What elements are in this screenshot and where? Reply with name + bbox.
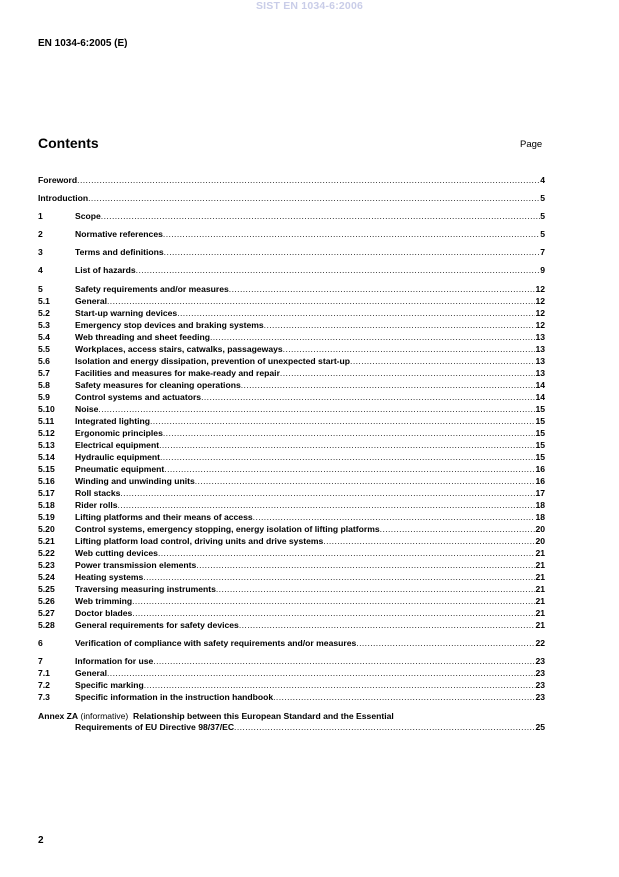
toc-entry-page: 17 [535,488,545,498]
annex-entry-line1[interactable] [38,711,394,722]
toc-entry-page: 18 [535,512,545,522]
toc-entry[interactable] [38,308,545,319]
toc-entry-number: 5.4 [38,332,50,342]
toc-entry-page: 15 [535,404,545,414]
toc-entry[interactable] [38,536,545,547]
toc-entry-title: Foreword [38,175,78,185]
toc-entry[interactable] [38,284,545,295]
toc-entry-number: 5.5 [38,344,50,354]
dot-leader [163,428,536,439]
toc-entry[interactable] [38,452,545,463]
dot-leader [107,296,535,307]
dot-leader [164,247,541,258]
toc-entry[interactable] [38,524,545,535]
toc-entry-title: Isolation and energy dissipation, prevention of unexpected start-up [75,356,351,366]
dot-leader [136,265,541,276]
toc-entry-page: 15 [535,440,545,450]
toc-entry-number: 5.9 [38,392,50,402]
toc-entry[interactable] [38,344,545,355]
toc-entry-number: 5.23 [38,560,55,570]
toc-entry-title: Electrical equipment [75,440,160,450]
toc-entry[interactable] [38,596,545,607]
toc-entry-number: 2 [38,229,43,239]
toc-entry-title: Safety requirements and/or measures [75,284,229,294]
dot-leader [350,356,535,367]
dot-leader [323,536,535,547]
annex-label: Annex ZA [38,711,79,721]
dot-leader [201,392,535,403]
toc-entry-page: 21 [535,560,545,570]
toc-entry-number: 5.28 [38,620,55,630]
dot-leader [118,500,536,511]
toc-entry-title: Power transmission elements [75,560,197,570]
toc-entry-page: 7 [540,247,545,257]
contents-heading: Contents [38,135,99,151]
dot-leader [280,368,536,379]
toc-entry-number: 5.22 [38,548,55,558]
toc-entry-number: 5.16 [38,476,55,486]
toc-entry[interactable] [38,175,545,186]
toc-entry-number: 5.25 [38,584,55,594]
dot-leader [77,175,540,186]
toc-entry-number: 5.13 [38,440,55,450]
toc-entry[interactable] [38,638,545,649]
dot-leader [143,572,535,583]
toc-entry-title: Rider rolls [75,500,118,510]
toc-entry[interactable] [38,416,545,427]
toc-entry-title: Start-up warning devices [75,308,178,318]
toc-entry[interactable] [38,680,545,691]
toc-entry[interactable] [38,692,545,703]
toc-entry-page: 13 [535,356,545,366]
toc-entry-title: Introduction [38,193,89,203]
toc-entry-title: General [75,668,108,678]
toc-entry-title: Emergency stop devices and braking systems [75,320,264,330]
dot-leader [164,464,535,475]
dot-leader [153,656,535,667]
dot-leader [159,440,535,451]
toc-entry-title: Information for use [75,656,154,666]
toc-entry-title: Facilities and measures for make-ready and repair [75,368,280,378]
toc-entry[interactable] [38,404,545,415]
toc-entry-page: 20 [535,524,545,534]
dot-leader [264,320,536,331]
toc-entry-page: 21 [535,620,545,630]
toc-entry[interactable] [38,332,545,343]
toc-entry-title: Heating systems [75,572,144,582]
dot-leader [177,308,535,319]
toc-entry[interactable] [38,476,545,487]
toc-entry-page: 13 [535,368,545,378]
toc-entry-title: Specific marking [75,680,144,690]
toc-entry-title: Lifting platform load control, driving units and drive systems [75,536,324,546]
toc-entry-page: 20 [535,536,545,546]
toc-entry-page: 21 [535,548,545,558]
toc-entry-number: 7.3 [38,692,50,702]
annex-title-line1: Relationship between this European Standard and the Essential [133,711,394,721]
toc-entry-title: General [75,296,108,306]
toc-entry-title: Scope [75,211,101,221]
dot-leader [216,584,536,595]
toc-entry[interactable] [38,572,545,583]
dot-leader [158,548,536,559]
toc-entry[interactable] [38,500,545,511]
toc-entry-title: Workplaces, access stairs, catwalks, passageways [75,344,283,354]
toc-entry[interactable] [38,608,545,619]
toc-entry-title: Pneumatic equipment [75,464,165,474]
toc-entry-number: 5.20 [38,524,55,534]
toc-entry[interactable] [38,584,545,595]
toc-entry-title: Ergonomic principles [75,428,163,438]
toc-entry[interactable] [38,229,545,240]
toc-entry-number: 5.11 [38,416,55,426]
toc-entry[interactable] [38,512,545,523]
dot-leader [144,680,536,691]
annex-page: 25 [535,722,545,732]
dot-leader [101,211,540,222]
toc-entry[interactable] [38,392,545,403]
dot-leader [283,344,536,355]
toc-entry-page: 13 [535,344,545,354]
dot-leader [234,722,535,733]
toc-entry-title: Specific information in the instruction handbook [75,692,274,702]
toc-entry-number: 4 [38,265,43,275]
dot-leader [107,668,535,679]
toc-entry-title: Normative references [75,229,163,239]
toc-entry-number: 1 [38,211,43,221]
toc-entry-number: 5.1 [38,296,50,306]
toc-entry-page: 23 [535,656,545,666]
toc-entry-page: 23 [535,668,545,678]
dot-leader [160,452,535,463]
toc-entry-number: 5.3 [38,320,50,330]
toc-entry-title: Web trimming [75,596,133,606]
annex-title-line2: Requirements of EU Directive 98/37/EC [75,722,235,732]
toc-entry-title: Web threading and sheet feeding [75,332,210,342]
toc-entry[interactable] [38,560,545,571]
dot-leader [132,608,535,619]
toc-entry-number: 7 [38,656,43,666]
toc-entry[interactable] [38,464,545,475]
toc-entry-number: 5 [38,284,43,294]
toc-entry[interactable] [38,656,545,667]
toc-entry[interactable] [38,193,545,204]
toc-entry-number: 5.8 [38,380,50,390]
toc-entry-number: 5.26 [38,596,55,606]
toc-entry-number: 5.10 [38,404,55,414]
toc-entry-number: 7.2 [38,680,50,690]
dot-leader [98,404,535,415]
toc-entry-page: 4 [540,175,545,185]
dot-leader [239,620,536,631]
toc-entry-page: 12 [535,284,545,294]
dot-leader [241,380,536,391]
page-number: 2 [38,835,44,846]
dot-leader [88,193,540,204]
toc-entry[interactable] [38,488,545,499]
toc-entry-number: 5.21 [38,536,55,546]
toc-entry-page: 9 [540,265,545,275]
toc-entry-page: 5 [540,211,545,221]
toc-entry[interactable] [38,548,545,559]
dot-leader [150,416,535,427]
page-column-label: Page [520,139,543,150]
toc-entry-page: 15 [535,428,545,438]
toc-entry-number: 5.24 [38,572,55,582]
toc-entry-page: 15 [535,416,545,426]
toc-entry-page: 21 [535,584,545,594]
toc-entry-page: 13 [535,332,545,342]
toc-entry[interactable] [38,211,545,222]
dot-leader [196,560,535,571]
toc-entry-page: 12 [535,320,545,330]
toc-entry[interactable] [38,296,545,307]
toc-entry-number: 5.12 [38,428,55,438]
toc-entry-number: 3 [38,247,43,257]
toc-entry[interactable] [38,620,545,631]
toc-entry-page: 5 [540,193,545,203]
dot-leader [380,524,536,535]
toc-entry-page: 5 [540,229,545,239]
toc-entry-title: Traversing measuring instruments [75,584,216,594]
toc-entry[interactable] [38,247,545,258]
toc-entry-title: Roll stacks [75,488,121,498]
toc-entry-page: 12 [535,308,545,318]
toc-entry-number: 5.15 [38,464,55,474]
toc-entry-page: 21 [535,608,545,618]
toc-entry-title: Doctor blades [75,608,133,618]
dot-leader [210,332,535,343]
toc-entry-number: 5.19 [38,512,55,522]
toc-entry-page: 18 [535,500,545,510]
toc-entry-page: 23 [535,692,545,702]
dot-leader [253,512,536,523]
toc-entry-title: General requirements for safety devices [75,620,239,630]
toc-entry[interactable] [38,380,545,391]
toc-entry[interactable] [38,368,545,379]
dot-leader [356,638,535,649]
toc-entry-page: 21 [535,596,545,606]
toc-entry-number: 5.2 [38,308,50,318]
toc-entry-page: 12 [535,296,545,306]
toc-entry-title: Integrated lighting [75,416,150,426]
toc-entry-page: 23 [535,680,545,690]
toc-entry[interactable] [38,356,545,367]
toc-entry-title: List of hazards [75,265,136,275]
annex-entry-line2[interactable] [75,722,545,733]
dot-leader [132,596,535,607]
toc-entry-title: Safety measures for cleaning operations [75,380,241,390]
toc-entry-title: Lifting platforms and their means of access [75,512,253,522]
toc-entry-page: 22 [535,638,545,648]
toc-entry[interactable] [38,668,545,679]
toc-entry-number: 6 [38,638,43,648]
annex-qualifier: (informative) [80,711,129,721]
toc-entry-number: 5.14 [38,452,55,462]
toc-entry[interactable] [38,265,545,276]
dot-leader [163,229,540,240]
dot-leader [120,488,535,499]
toc-entry-page: 14 [535,380,545,390]
toc-entry-title: Noise [75,404,99,414]
dot-leader [273,692,535,703]
toc-entry-number: 5.27 [38,608,55,618]
toc-entry[interactable] [38,320,545,331]
toc-entry-title: Control systems, emergency stopping, energy isolation of lifting platforms [75,524,380,534]
toc-entry-title: Hydraulic equipment [75,452,160,462]
toc-entry-page: 15 [535,452,545,462]
dot-leader [229,284,536,295]
toc-entry-title: Web cutting devices [75,548,158,558]
toc-entry-title: Terms and definitions [75,247,164,257]
toc-entry-number: 5.7 [38,368,50,378]
toc-entry-number: 5.17 [38,488,55,498]
toc-entry-title: Winding and unwinding units [75,476,195,486]
watermark: SIST EN 1034-6:2006 [255,0,364,12]
toc-entry-page: 21 [535,572,545,582]
toc-entry-page: 16 [535,464,545,474]
toc-entry[interactable] [38,440,545,451]
toc-entry-title: Verification of compliance with safety requirements and/or measures [75,638,357,648]
toc-entry-number: 7.1 [38,668,50,678]
toc-entry-title: Control systems and actuators [75,392,202,402]
dot-leader [195,476,536,487]
toc-entry-number: 5.6 [38,356,50,366]
toc-entry-number: 5.18 [38,500,55,510]
toc-entry[interactable] [38,428,545,439]
document-id: EN 1034-6:2005 (E) [38,38,128,49]
toc-entry-page: 16 [535,476,545,486]
toc-entry-page: 14 [535,392,545,402]
